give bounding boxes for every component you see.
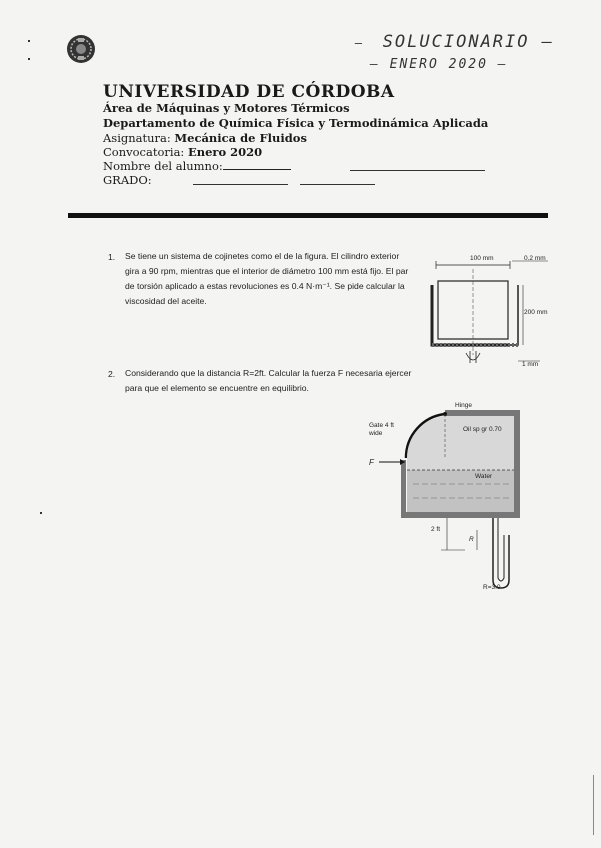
- question-2-number: 2.: [108, 369, 116, 379]
- scan-speck: [28, 40, 30, 42]
- scan-speck: [28, 58, 30, 60]
- grade-blank-1: [193, 184, 288, 185]
- scan-edge: [593, 775, 594, 835]
- fig2-hinge-label: Hinge: [455, 402, 472, 409]
- student-name-blank-2: [350, 170, 485, 171]
- grade-blank-2: [300, 184, 375, 185]
- area-name: Área de Máquinas y Motores Térmicos: [103, 101, 350, 115]
- seal-icon: [66, 34, 96, 64]
- fig2-radius-label: R: [469, 536, 474, 543]
- student-line: [103, 159, 291, 173]
- figure-2-gate-tank: [365, 400, 525, 595]
- handwritten-annotation-2: – ENERO 2020 –: [370, 57, 508, 72]
- session-line: [103, 145, 262, 159]
- question-2-text: Considerando que la distancia R=2ft. Calcular la fuerza F necesaria ejercer para que el elemento se encuentre en equilibrio.: [125, 368, 412, 393]
- subject-line: [103, 131, 307, 145]
- question-1-number: 1.: [108, 252, 116, 262]
- session-value: Enero 2020: [187, 145, 263, 159]
- handwritten-solucionario: SOLUCIONARIO: [382, 32, 530, 52]
- fig1-label-height: 200 mm: [524, 309, 548, 316]
- fig2-water-label: Water: [475, 473, 493, 480]
- fig2-depth-label: 2 ft: [431, 526, 441, 533]
- grade-line: [103, 173, 152, 187]
- student-label: Nombre del alumno:: [103, 159, 223, 173]
- university-name: UNIVERSIDAD DE CÓRDOBA: [103, 82, 395, 102]
- subject-label: Asignatura:: [103, 131, 171, 145]
- fig2-gate-label: Gate 4 ft wide: [369, 422, 394, 437]
- department-name: Departamento de Química Física y Termodinámica Aplicada: [103, 116, 489, 130]
- handwritten-date: ENERO 2020: [389, 57, 488, 72]
- university-logo: [66, 34, 96, 64]
- fig2-force-label: F: [369, 458, 374, 467]
- session-label: Convocatoria:: [103, 145, 185, 159]
- fig1-label-bottom: 1 mm: [522, 361, 539, 368]
- fig1-label-top: 100 mm: [470, 255, 494, 262]
- student-name-blank: [223, 159, 291, 170]
- figure-1-bearing: [428, 255, 553, 370]
- fig2-manometer-label: R=3.0: [483, 584, 501, 591]
- subject-value: Mecánica de Fluidos: [174, 131, 307, 145]
- question-1-text: Se tiene un sistema de cojinetes como el de la figura. El cilindro exterior gira a 90 rpm, mientras que el interior de diámetro 100 mm está fijo. El par de torsión aplicado a estas revoluciones es 0.4 N·m⁻¹. Se pide calcular la viscosidad del aceite.: [125, 251, 409, 306]
- fig1-label-gap: 0.2 mm: [524, 255, 546, 262]
- fig2-oil-label: Oil sp gr 0.70: [463, 426, 502, 433]
- header-divider: [68, 213, 548, 218]
- scan-speck: [40, 512, 42, 514]
- handwritten-annotation-1: – SOLUCIONARIO –: [355, 32, 554, 52]
- grade-label: GRADO:: [103, 173, 152, 187]
